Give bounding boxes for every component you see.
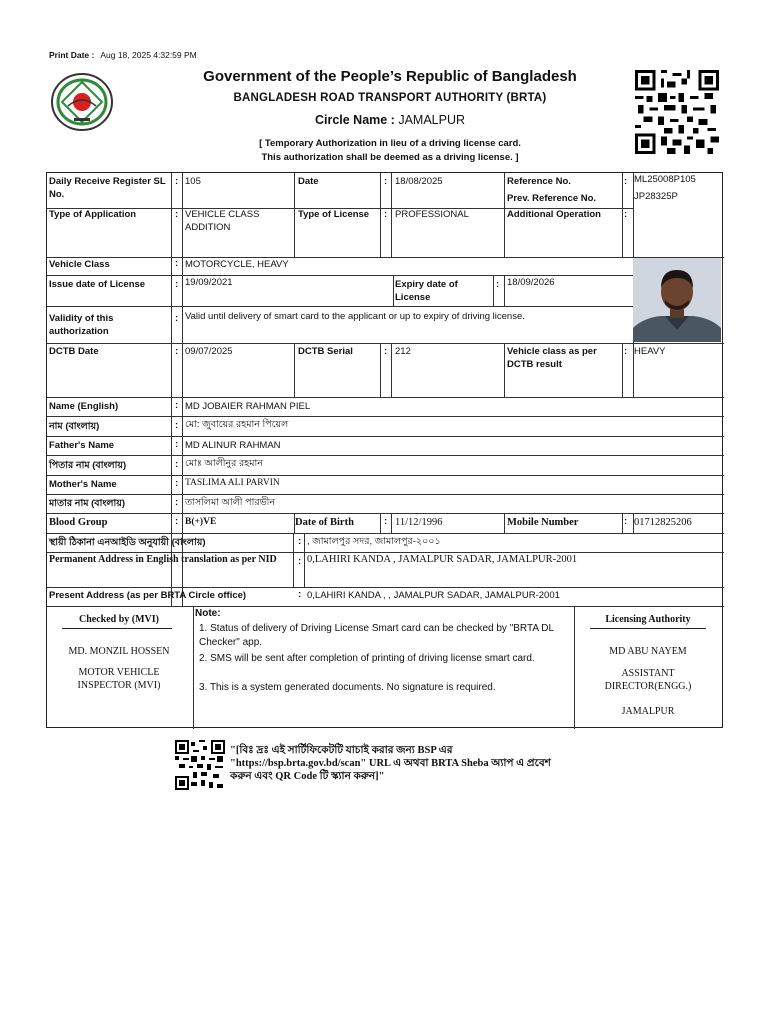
father-name-bangla-label: পিতার নাম (বাংলায়): [49, 460, 127, 471]
brta-emblem-icon: [50, 72, 114, 132]
name-english-value: MD JOBAIER RAHMAN PIEL: [185, 401, 311, 412]
present-address-value: 0,LAHIRI KANDA , , JAMALPUR SADAR, JAMALPUR-2001: [307, 590, 560, 601]
additional-operation-label: Additional Operation: [507, 209, 601, 220]
register-value: 105: [185, 176, 201, 187]
print-date-value: Aug 18, 2025 4:32:59 PM: [100, 50, 197, 60]
father-name-bangla-value: মোঃ আলীনুর রহমান: [185, 458, 263, 469]
blood-group-value: B(+)VE: [185, 517, 217, 527]
permanent-address-english-label: Permanent Address in English translation as per NID: [49, 554, 277, 565]
licensing-authority-underline: [590, 628, 706, 629]
mvi-designation-line2: INSPECTOR (MVI): [77, 680, 161, 691]
dob-value: 11/12/1996: [395, 517, 443, 528]
circle-label: Circle Name :: [314, 113, 395, 127]
name-bangla-value: মো: জুবায়ের রহমান পিয়েল: [185, 419, 289, 430]
date-value: 18/08/2025: [395, 176, 443, 187]
note-item-3: 3. This is a system generated documents. No signature is required.: [199, 682, 496, 693]
father-name-value: MD ALINUR RAHMAN: [185, 440, 281, 451]
print-date-label: Print Date :: [49, 50, 95, 60]
expiry-date-label: Expiry date of License: [395, 279, 458, 303]
mother-name-label: Mother's Name: [49, 479, 117, 490]
validity-label: Validity of this authorization: [49, 313, 114, 337]
mvi-designation-line1: MOTOR VEHICLE: [78, 667, 160, 678]
dctb-class-label: Vehicle class as per DCTB result: [507, 346, 597, 370]
mvi-name: MD. MONZIL HOSSEN: [68, 646, 170, 657]
vehicle-class-label: Vehicle Class: [49, 259, 110, 270]
license-type-value: PROFESSIONAL: [395, 209, 469, 220]
licensing-authority-heading: Licensing Authority: [605, 614, 691, 625]
qr-code-icon: [632, 70, 722, 154]
mobile-value: 01712825206: [634, 517, 692, 528]
note-item-2: 2. SMS will be sent after completion of printing of driving license smart card.: [199, 653, 535, 664]
qr-code-icon: [173, 740, 227, 790]
dctb-date-label: DCTB Date: [49, 346, 99, 357]
present-address-label: Present Address (as per BRTA Circle office): [49, 590, 247, 601]
date-label: Date: [298, 176, 319, 187]
mother-name-bangla-value: তাসলিমা আলী পারভীন: [185, 497, 276, 508]
authority-designation-line1: ASSISTANT: [621, 668, 675, 679]
validity-value: Valid until delivery of smart card to the applicant or up to expiry of driving license.: [185, 311, 525, 322]
note-item-1: 1. Status of delivery of Driving License Smart card can be checked by "BRTA DL Checker" app.: [199, 623, 554, 648]
application-label: Type of Application: [49, 209, 137, 220]
note-heading: Note:: [195, 608, 221, 619]
authorization-note-line1: [ Temporary Authorization in lieu of a driving license card.: [259, 138, 521, 149]
dctb-date-value: 09/07/2025: [185, 346, 233, 357]
print-date: [49, 50, 197, 60]
checked-by-heading: Checked by (MVI): [79, 614, 159, 625]
dob-label: Date of Birth: [295, 517, 354, 528]
checked-by-underline: [62, 628, 172, 629]
mother-name-bangla-label: মাতার নাম (বাংলায়): [49, 498, 126, 509]
authorization-note-line2: This authorization shall be deemed as a driving license. ]: [261, 152, 519, 163]
circle-name: [120, 113, 660, 127]
license-type-label: Type of License: [298, 209, 370, 220]
prev-reference-value: JP28325P: [634, 191, 678, 202]
authority-name: MD ABU NAYEM: [609, 646, 687, 657]
verification-instruction: "[বিঃ দ্রঃ এই সার্টিফিকেটটি যাচাই করার জন্য BSP এর "https://bsp.brta.gov.bd/scan" URL এ অথবা BRTA Sheba অ্যাপ এ প্রবেশ করুন এবং QR Code টি স্ক্যান করুন]": [230, 745, 551, 782]
dctb-serial-label: DCTB Serial: [298, 346, 353, 357]
applicant-photo: [633, 258, 721, 342]
permanent-address-bangla-value: , জামালপুর সদর, জামালপুর-২০০১: [307, 536, 441, 547]
issue-date-label: Issue date of License: [49, 279, 146, 290]
mother-name-value: TASLIMA ALI PARVIN: [185, 478, 280, 488]
circle-value: JAMALPUR: [398, 113, 466, 127]
permanent-address-english-value: 0,LAHIRI KANDA , JAMALPUR SADAR, JAMALPUR-2001: [307, 554, 578, 565]
register-label: Daily Receive Register SL No.: [49, 176, 166, 200]
page-title: Government of the People’s Republic of Bangladesh: [203, 68, 577, 85]
name-english-label: Name (English): [49, 401, 119, 412]
authority-title: BANGLADESH ROAD TRANSPORT AUTHORITY (BRTA): [233, 92, 547, 104]
mobile-label: Mobile Number: [507, 517, 579, 528]
reference-label: Reference No.: [507, 176, 571, 187]
application-value: VEHICLE CLASS ADDITION: [185, 209, 260, 233]
father-name-label: Father's Name: [49, 440, 115, 451]
authority-designation-line2: DIRECTOR(ENGG.): [604, 681, 692, 692]
prev-reference-label: Prev. Reference No.: [507, 193, 597, 204]
reference-value: ML25008P105: [634, 174, 696, 185]
authority-place: JAMALPUR: [621, 706, 675, 717]
vehicle-class-value: MOTORCYCLE, HEAVY: [185, 259, 289, 270]
issue-date-value: 19/09/2021: [185, 277, 233, 288]
blood-group-label: Blood Group: [49, 517, 108, 528]
name-bangla-label: নাম (বাংলায়): [49, 421, 100, 432]
permanent-address-bangla-label: স্থায়ী ঠিকানা এনআইডি অনুযায়ী (বাংলায়): [49, 537, 206, 548]
dctb-serial-value: 212: [395, 346, 411, 357]
expiry-date-value: 18/09/2026: [507, 277, 555, 288]
dctb-class-value: HEAVY: [634, 346, 666, 357]
